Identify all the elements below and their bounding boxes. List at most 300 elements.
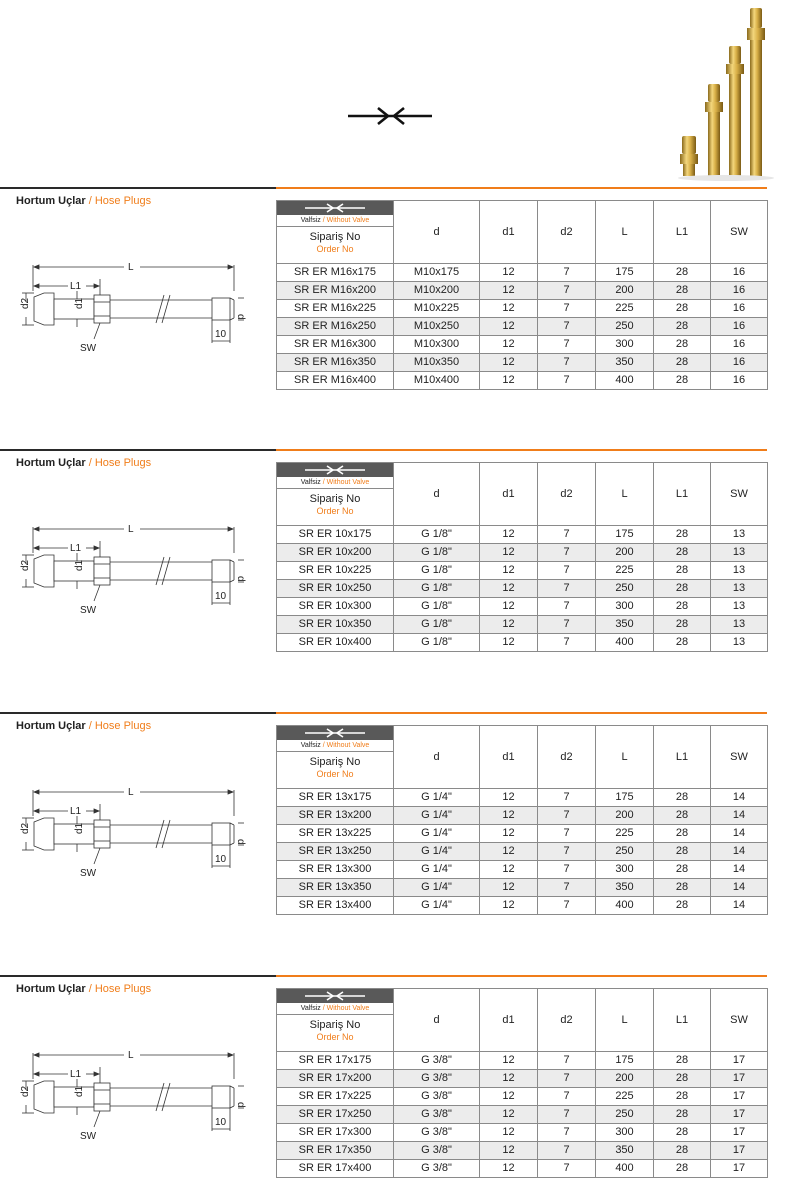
value-cell: G 1/4": [394, 861, 480, 879]
column-header: d1: [480, 726, 538, 789]
table-row: [277, 1070, 768, 1088]
section-title: [16, 457, 151, 469]
hose-plug-dimension-diagram: [12, 782, 248, 892]
diagram-label-L: L: [128, 262, 134, 273]
value-cell: 28: [654, 300, 711, 318]
diagram-label-d: d: [235, 839, 246, 845]
diagram-label-d2: d2: [20, 822, 31, 834]
order-no-cell: SR ER 13x175: [277, 789, 394, 807]
value-cell: M10x250: [394, 318, 480, 336]
table-row: [277, 1160, 768, 1178]
value-cell: 7: [538, 843, 596, 861]
column-header: d: [394, 201, 480, 264]
value-cell: 16: [711, 336, 768, 354]
table-row: [277, 634, 768, 652]
value-cell: 28: [654, 318, 711, 336]
order-no-header: [277, 726, 394, 789]
value-cell: 400: [596, 634, 654, 652]
table-row: [277, 807, 768, 825]
value-cell: 28: [654, 789, 711, 807]
value-cell: 12: [480, 318, 538, 336]
value-cell: 12: [480, 825, 538, 843]
value-cell: 28: [654, 1052, 711, 1070]
value-cell: G 1/4": [394, 843, 480, 861]
spec-table: [276, 200, 768, 390]
order-no-label-en: Order No: [316, 244, 354, 254]
value-cell: M10x300: [394, 336, 480, 354]
value-cell: 14: [711, 879, 768, 897]
value-cell: 7: [538, 1070, 596, 1088]
spec-table: [276, 462, 768, 652]
diagram-label-d2: d2: [20, 1085, 31, 1097]
section-title-sep: /: [85, 720, 95, 732]
diagram-label-L1: L1: [70, 1069, 82, 1080]
value-cell: 400: [596, 897, 654, 915]
section-title-tr: Hortum Uçlar: [16, 983, 86, 995]
value-cell: 28: [654, 861, 711, 879]
value-cell: 14: [711, 825, 768, 843]
value-cell: 17: [711, 1124, 768, 1142]
value-cell: 250: [596, 843, 654, 861]
column-header: L1: [654, 989, 711, 1052]
table-row: [277, 282, 768, 300]
valve-label: [277, 477, 393, 489]
value-cell: 7: [538, 544, 596, 562]
coupling-header-icon: [277, 989, 393, 1003]
value-cell: 17: [711, 1142, 768, 1160]
value-cell: G 1/4": [394, 789, 480, 807]
table-row: [277, 616, 768, 634]
value-cell: M10x350: [394, 354, 480, 372]
value-cell: M10x225: [394, 300, 480, 318]
value-cell: G 1/4": [394, 807, 480, 825]
value-cell: 200: [596, 282, 654, 300]
diagram-label-10: 10: [215, 854, 227, 865]
value-cell: G 1/8": [394, 616, 480, 634]
diagram-label-d: d: [235, 1102, 246, 1108]
value-cell: 28: [654, 526, 711, 544]
value-cell: 225: [596, 300, 654, 318]
value-cell: 28: [654, 1142, 711, 1160]
table-row: [277, 825, 768, 843]
value-cell: 14: [711, 789, 768, 807]
spec-table-header-row: [277, 463, 768, 526]
value-cell: 225: [596, 1088, 654, 1106]
value-cell: 7: [538, 861, 596, 879]
valve-label-en: Without Valve: [326, 479, 370, 486]
value-cell: 7: [538, 1088, 596, 1106]
diagram-label-d2: d2: [20, 297, 31, 309]
value-cell: 300: [596, 336, 654, 354]
table-row: [277, 300, 768, 318]
column-header: d1: [480, 463, 538, 526]
value-cell: 28: [654, 897, 711, 915]
column-header: d: [394, 463, 480, 526]
value-cell: 12: [480, 354, 538, 372]
section-title-en: Hose Plugs: [94, 720, 152, 732]
value-cell: 175: [596, 1052, 654, 1070]
value-cell: 12: [480, 264, 538, 282]
section-title-sep: /: [85, 457, 95, 469]
diagram-label-L: L: [128, 787, 134, 798]
value-cell: 13: [711, 634, 768, 652]
table-row: [277, 354, 768, 372]
diagram-label-10: 10: [215, 1117, 227, 1128]
value-cell: 7: [538, 318, 596, 336]
value-cell: G 3/8": [394, 1142, 480, 1160]
coupling-header-icon: [277, 726, 393, 740]
column-header: d2: [538, 726, 596, 789]
order-no-cell: SR ER M16x200: [277, 282, 394, 300]
section-title-en: Hose Plugs: [94, 457, 152, 469]
value-cell: 16: [711, 354, 768, 372]
value-cell: 28: [654, 1124, 711, 1142]
section-title-en: Hose Plugs: [94, 983, 152, 995]
valve-label-sep: /: [320, 217, 327, 224]
value-cell: 12: [480, 598, 538, 616]
order-no-cell: SR ER M16x175: [277, 264, 394, 282]
valve-label: [277, 740, 393, 752]
section-title-en: Hose Plugs: [94, 195, 152, 207]
value-cell: 16: [711, 372, 768, 390]
order-no-cell: SR ER 10x400: [277, 634, 394, 652]
value-cell: 7: [538, 562, 596, 580]
table-row: [277, 562, 768, 580]
value-cell: 7: [538, 526, 596, 544]
order-no-cell: SR ER 13x250: [277, 843, 394, 861]
value-cell: G 3/8": [394, 1088, 480, 1106]
column-header: d2: [538, 463, 596, 526]
value-cell: 300: [596, 1124, 654, 1142]
table-row: [277, 372, 768, 390]
value-cell: 7: [538, 598, 596, 616]
value-cell: 14: [711, 807, 768, 825]
product-section: [0, 712, 785, 937]
value-cell: G 1/4": [394, 897, 480, 915]
value-cell: 12: [480, 879, 538, 897]
value-cell: 14: [711, 861, 768, 879]
hose-plug-dimension-diagram: [12, 257, 248, 367]
value-cell: 16: [711, 282, 768, 300]
value-cell: 12: [480, 526, 538, 544]
table-row: [277, 1124, 768, 1142]
value-cell: 7: [538, 1106, 596, 1124]
value-cell: 225: [596, 825, 654, 843]
order-no-cell: SR ER 13x350: [277, 879, 394, 897]
value-cell: 7: [538, 789, 596, 807]
value-cell: 200: [596, 544, 654, 562]
valve-label-en: Without Valve: [326, 742, 370, 749]
value-cell: 350: [596, 354, 654, 372]
table-row: [277, 789, 768, 807]
section-title-sep: /: [85, 195, 95, 207]
table-row: [277, 1142, 768, 1160]
value-cell: M10x400: [394, 372, 480, 390]
value-cell: 12: [480, 562, 538, 580]
diagram-label-d1: d1: [74, 559, 85, 571]
order-no-label-en: Order No: [316, 769, 354, 779]
value-cell: G 1/8": [394, 598, 480, 616]
order-no-cell: SR ER 13x225: [277, 825, 394, 843]
value-cell: G 1/8": [394, 562, 480, 580]
value-cell: 7: [538, 1142, 596, 1160]
diagram-label-L1: L1: [70, 806, 82, 817]
value-cell: G 3/8": [394, 1160, 480, 1178]
valve-label-tr: Valfsiz: [300, 479, 321, 486]
value-cell: 13: [711, 562, 768, 580]
diagram-label-d1: d1: [74, 297, 85, 309]
order-no-label-tr: Sipariş No: [309, 1019, 361, 1031]
value-cell: 7: [538, 354, 596, 372]
value-cell: 250: [596, 1106, 654, 1124]
column-header: SW: [711, 201, 768, 264]
value-cell: 12: [480, 897, 538, 915]
value-cell: G 3/8": [394, 1052, 480, 1070]
value-cell: 12: [480, 1070, 538, 1088]
table-row: [277, 879, 768, 897]
spec-table: [276, 725, 768, 915]
value-cell: 250: [596, 580, 654, 598]
value-cell: 12: [480, 1160, 538, 1178]
value-cell: 12: [480, 634, 538, 652]
value-cell: 12: [480, 1106, 538, 1124]
column-header: d2: [538, 989, 596, 1052]
table-row: [277, 336, 768, 354]
value-cell: 350: [596, 616, 654, 634]
value-cell: 28: [654, 580, 711, 598]
coupling-header-icon: [277, 201, 393, 215]
order-no-cell: SR ER 17x200: [277, 1070, 394, 1088]
value-cell: 16: [711, 318, 768, 336]
value-cell: 28: [654, 264, 711, 282]
order-no-cell: SR ER 10x300: [277, 598, 394, 616]
table-row: [277, 897, 768, 915]
value-cell: 28: [654, 634, 711, 652]
value-cell: 28: [654, 544, 711, 562]
value-cell: G 1/4": [394, 825, 480, 843]
value-cell: 175: [596, 264, 654, 282]
value-cell: 400: [596, 1160, 654, 1178]
value-cell: 400: [596, 372, 654, 390]
value-cell: 12: [480, 1052, 538, 1070]
value-cell: 12: [480, 372, 538, 390]
value-cell: 7: [538, 807, 596, 825]
order-no-cell: SR ER 10x350: [277, 616, 394, 634]
value-cell: 13: [711, 598, 768, 616]
column-header: L: [596, 201, 654, 264]
value-cell: 28: [654, 843, 711, 861]
column-header: L: [596, 989, 654, 1052]
value-cell: 12: [480, 616, 538, 634]
value-cell: 7: [538, 282, 596, 300]
diagram-label-10: 10: [215, 591, 227, 602]
section-title-tr: Hortum Uçlar: [16, 195, 86, 207]
table-row: [277, 544, 768, 562]
value-cell: 13: [711, 526, 768, 544]
value-cell: 7: [538, 879, 596, 897]
value-cell: 17: [711, 1052, 768, 1070]
value-cell: 12: [480, 336, 538, 354]
value-cell: 28: [654, 598, 711, 616]
spec-table-header-row: [277, 201, 768, 264]
table-row: [277, 1088, 768, 1106]
column-header: SW: [711, 989, 768, 1052]
order-no-cell: SR ER M16x225: [277, 300, 394, 318]
section-title: [16, 195, 151, 207]
valve-label-en: Without Valve: [326, 217, 370, 224]
order-no-cell: SR ER 13x300: [277, 861, 394, 879]
section-rule-orange: [276, 449, 767, 451]
order-no-cell: SR ER 17x250: [277, 1106, 394, 1124]
value-cell: 28: [654, 807, 711, 825]
value-cell: 175: [596, 526, 654, 544]
spec-table-header-row: [277, 726, 768, 789]
value-cell: G 1/8": [394, 580, 480, 598]
table-row: [277, 1106, 768, 1124]
section-rule-orange: [276, 187, 767, 189]
order-no-header: [277, 989, 394, 1052]
table-row: [277, 526, 768, 544]
order-no-label-tr: Sipariş No: [309, 493, 361, 505]
value-cell: 7: [538, 300, 596, 318]
value-cell: 28: [654, 336, 711, 354]
value-cell: 7: [538, 1160, 596, 1178]
diagram-label-d2: d2: [20, 559, 31, 571]
section-title-tr: Hortum Uçlar: [16, 720, 86, 732]
diagram-label-10: 10: [215, 329, 227, 340]
value-cell: 17: [711, 1088, 768, 1106]
table-row: [277, 580, 768, 598]
valve-label-tr: Valfsiz: [300, 742, 321, 749]
value-cell: 14: [711, 843, 768, 861]
value-cell: 7: [538, 580, 596, 598]
value-cell: 7: [538, 1052, 596, 1070]
value-cell: 7: [538, 634, 596, 652]
valve-label-tr: Valfsiz: [300, 1005, 321, 1012]
diagram-label-L1: L1: [70, 543, 82, 554]
diagram-label-SW: SW: [80, 1131, 97, 1142]
value-cell: 225: [596, 562, 654, 580]
order-no-cell: SR ER 17x350: [277, 1142, 394, 1160]
value-cell: 7: [538, 616, 596, 634]
value-cell: 17: [711, 1070, 768, 1088]
order-no-cell: SR ER 10x225: [277, 562, 394, 580]
value-cell: G 1/8": [394, 526, 480, 544]
value-cell: 175: [596, 789, 654, 807]
value-cell: 12: [480, 807, 538, 825]
value-cell: 12: [480, 544, 538, 562]
value-cell: 200: [596, 807, 654, 825]
value-cell: 7: [538, 372, 596, 390]
value-cell: 16: [711, 300, 768, 318]
value-cell: G 3/8": [394, 1070, 480, 1088]
value-cell: 16: [711, 264, 768, 282]
column-header: L1: [654, 201, 711, 264]
section-rule-dark: [0, 187, 276, 189]
value-cell: 350: [596, 1142, 654, 1160]
order-no-cell: SR ER 17x225: [277, 1088, 394, 1106]
value-cell: 28: [654, 825, 711, 843]
column-header: L: [596, 463, 654, 526]
diagram-label-SW: SW: [80, 605, 97, 616]
column-header: d: [394, 726, 480, 789]
value-cell: G 3/8": [394, 1106, 480, 1124]
coupling-symbol-icon: [348, 106, 432, 131]
table-row: [277, 1052, 768, 1070]
section-title: [16, 983, 151, 995]
table-row: [277, 861, 768, 879]
diagram-label-L: L: [128, 1050, 134, 1061]
value-cell: 7: [538, 825, 596, 843]
value-cell: 28: [654, 282, 711, 300]
order-no-cell: SR ER 10x175: [277, 526, 394, 544]
valve-label-sep: /: [320, 1005, 327, 1012]
column-header: d2: [538, 201, 596, 264]
order-no-cell: SR ER 10x250: [277, 580, 394, 598]
order-no-cell: SR ER 17x300: [277, 1124, 394, 1142]
section-rule-dark: [0, 975, 276, 977]
order-no-label-tr: Sipariş No: [309, 756, 361, 768]
value-cell: 7: [538, 264, 596, 282]
diagram-label-d: d: [235, 576, 246, 582]
value-cell: G 1/4": [394, 879, 480, 897]
value-cell: 13: [711, 544, 768, 562]
section-title-sep: /: [85, 983, 95, 995]
value-cell: 12: [480, 861, 538, 879]
order-no-cell: SR ER M16x250: [277, 318, 394, 336]
value-cell: 17: [711, 1160, 768, 1178]
value-cell: 17: [711, 1106, 768, 1124]
valve-label-sep: /: [320, 479, 327, 486]
value-cell: 14: [711, 897, 768, 915]
value-cell: G 1/8": [394, 634, 480, 652]
value-cell: 28: [654, 879, 711, 897]
value-cell: 12: [480, 282, 538, 300]
value-cell: M10x200: [394, 282, 480, 300]
valve-label-sep: /: [320, 742, 327, 749]
diagram-label-d1: d1: [74, 1085, 85, 1097]
diagram-label-L1: L1: [70, 281, 82, 292]
value-cell: 12: [480, 300, 538, 318]
column-header: d: [394, 989, 480, 1052]
value-cell: G 1/8": [394, 544, 480, 562]
valve-label-en: Without Valve: [326, 1005, 370, 1012]
value-cell: 200: [596, 1070, 654, 1088]
value-cell: 12: [480, 580, 538, 598]
value-cell: 350: [596, 879, 654, 897]
hose-plug-dimension-diagram: [12, 1045, 248, 1155]
value-cell: G 3/8": [394, 1124, 480, 1142]
coupling-header-icon: [277, 463, 393, 477]
value-cell: 28: [654, 1106, 711, 1124]
value-cell: 28: [654, 1160, 711, 1178]
order-no-label-tr: Sipariş No: [309, 231, 361, 243]
value-cell: 300: [596, 861, 654, 879]
column-header: d1: [480, 201, 538, 264]
value-cell: 7: [538, 897, 596, 915]
value-cell: 28: [654, 1070, 711, 1088]
diagram-label-SW: SW: [80, 343, 97, 354]
order-no-label-en: Order No: [316, 1032, 354, 1042]
value-cell: 7: [538, 1124, 596, 1142]
value-cell: M10x175: [394, 264, 480, 282]
order-no-cell: SR ER 13x200: [277, 807, 394, 825]
diagram-label-d1: d1: [74, 822, 85, 834]
table-row: [277, 843, 768, 861]
column-header: SW: [711, 463, 768, 526]
column-header: L1: [654, 726, 711, 789]
value-cell: 13: [711, 580, 768, 598]
